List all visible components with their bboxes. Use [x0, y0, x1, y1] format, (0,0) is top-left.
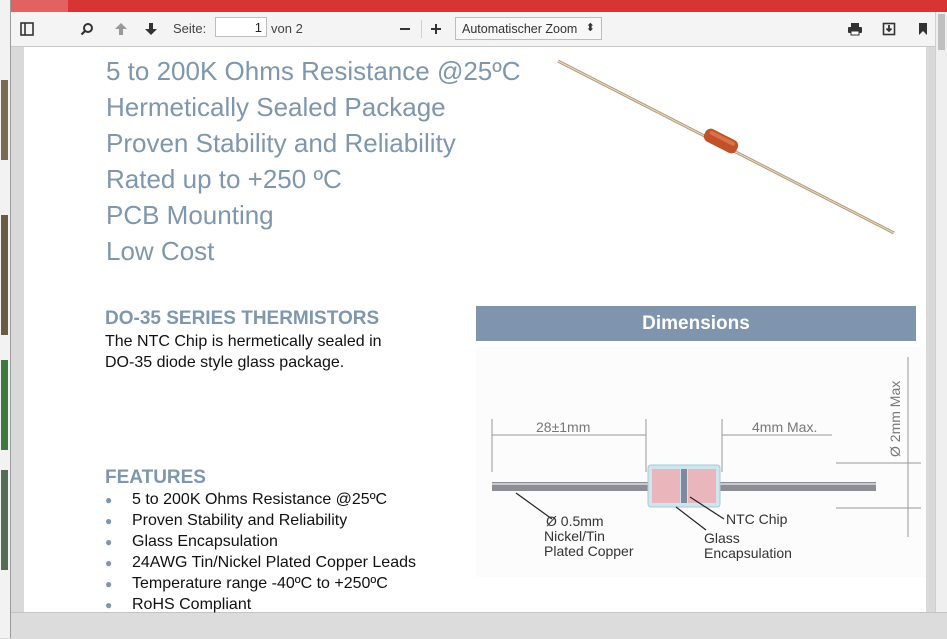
series-description-line-2: DO-35 diode style glass package. — [105, 354, 345, 371]
feature-item — [105, 575, 388, 593]
lead-length-label: 28±1mm — [536, 419, 591, 435]
feature-item — [105, 596, 251, 614]
search-icon — [80, 22, 94, 36]
headline-1: 5 to 200K Ohms Resistance @25ºC — [106, 56, 521, 86]
dimensions-diagram — [476, 347, 926, 577]
window-left-edge — [0, 0, 11, 638]
lead-material-line-1: Nickel/Tin — [544, 528, 605, 544]
feature-item — [105, 533, 278, 551]
background-window-thumb — [1, 470, 8, 570]
download-icon — [882, 22, 896, 36]
headline-5: PCB Mounting — [106, 200, 274, 230]
download-button[interactable] — [877, 18, 901, 40]
dimensions-title: Dimensions — [642, 312, 750, 334]
features-title: FEATURES — [105, 467, 206, 488]
pdf-page — [24, 47, 926, 612]
feature-text: Proven Stability and Reliability — [132, 512, 348, 529]
scrollbar-thumb[interactable] — [938, 14, 945, 50]
zoom-select[interactable] — [455, 17, 602, 40]
series-title: DO-35 SERIES THERMISTORS — [105, 308, 380, 329]
arrow-down-icon — [144, 22, 158, 36]
plus-icon — [430, 23, 442, 35]
feature-text: RoHS Compliant — [132, 596, 252, 613]
feature-text: Glass Encapsulation — [132, 533, 278, 550]
feature-item — [105, 512, 347, 530]
sidebar-toggle-icon — [20, 22, 34, 36]
bullet-icon: ● — [105, 535, 113, 549]
zoom-out-button[interactable] — [394, 18, 416, 40]
feature-item — [105, 554, 416, 572]
minus-icon — [399, 23, 411, 35]
zoom-in-button[interactable] — [425, 18, 447, 40]
background-window-thumb — [1, 80, 8, 160]
glass-label-line-2: Encapsulation — [704, 545, 792, 561]
next-page-button[interactable] — [139, 18, 163, 40]
toolbar-divider — [421, 20, 422, 38]
diameter-label: Ø 2mm Max — [887, 380, 903, 457]
feature-text: 24AWG Tin/Nickel Plated Copper Leads — [132, 554, 416, 571]
arrow-up-icon — [114, 22, 128, 36]
feature-text: Temperature range -40ºC to +250ºC — [132, 575, 388, 592]
page-number-input[interactable] — [215, 17, 267, 37]
browser-tab-strip — [0, 0, 947, 12]
page-label: Seite: — [173, 21, 207, 36]
browser-tab[interactable] — [10, 0, 68, 12]
chevron-updown-icon: ⬍ — [585, 22, 595, 34]
series-description-line-1: The NTC Chip is hermetically sealed in — [105, 333, 382, 350]
feature-text: 5 to 200K Ohms Resistance @25ºC — [132, 491, 388, 508]
sidebar-toggle-button[interactable] — [15, 18, 39, 40]
bookmark-icon — [917, 22, 929, 36]
ntc-chip-label: NTC Chip — [726, 511, 788, 527]
horizontal-scrollbar[interactable] — [11, 612, 947, 639]
bullet-icon: ● — [105, 556, 113, 570]
background-window-thumb — [1, 360, 8, 450]
bullet-icon: ● — [105, 514, 113, 528]
headline-4: Rated up to +250 ºC — [106, 164, 342, 194]
bullet-icon: ● — [105, 577, 113, 591]
lead-material-line-2: Plated Copper — [544, 543, 634, 559]
dimensions-header — [476, 306, 916, 341]
headline-3: Proven Stability and Reliability — [106, 128, 456, 158]
pdf-toolbar — [11, 12, 935, 47]
bookmark-button[interactable] — [913, 18, 933, 40]
background-window-thumb — [1, 215, 8, 335]
headline-6: Low Cost — [106, 236, 215, 266]
previous-page-button[interactable] — [109, 18, 133, 40]
print-icon — [847, 22, 863, 36]
print-button[interactable] — [843, 18, 867, 40]
vertical-scrollbar[interactable] — [935, 12, 947, 612]
lead-diameter-label: Ø 0.5mm — [546, 513, 604, 529]
thermistor-product-image — [550, 53, 910, 238]
zoom-value: Automatischer Zoom — [462, 22, 578, 36]
bullet-icon: ● — [105, 598, 113, 612]
page-total: von 2 — [271, 21, 303, 36]
search-button[interactable] — [75, 18, 99, 40]
headline-2: Hermetically Sealed Package — [106, 92, 446, 122]
feature-item — [105, 491, 387, 509]
glass-label-line-1: Glass — [704, 530, 740, 546]
body-length-label: 4mm Max. — [752, 419, 818, 435]
bullet-icon: ● — [105, 493, 113, 507]
